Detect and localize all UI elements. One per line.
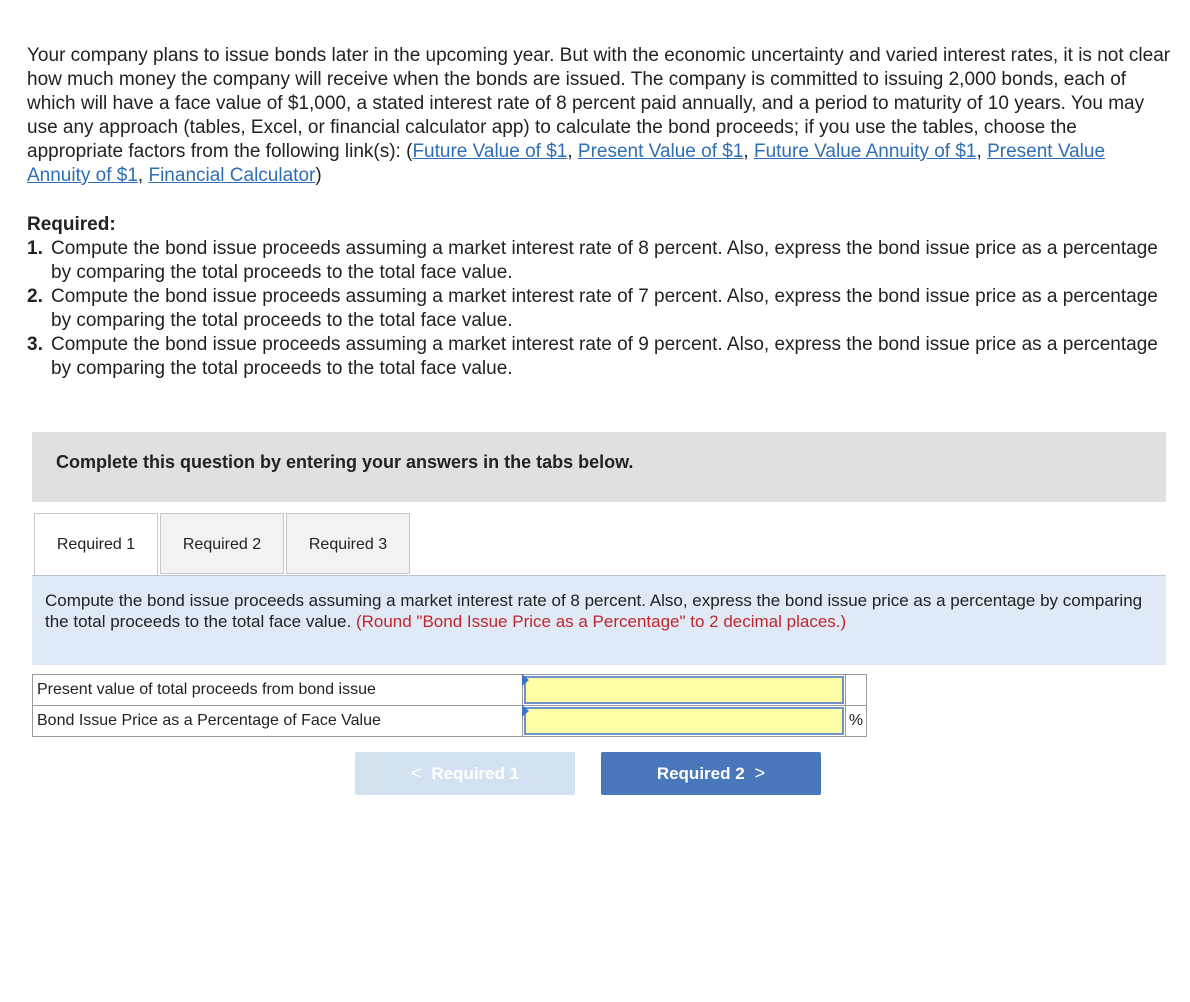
problem-statement: Your company plans to issue bonds later in the upcoming year. But with the economic uncertainty and varied interest rates, it is not clear how much money the company will receive when the bonds are issued. The company is committed to issuing 2,000 bonds, each of which will have a face value of $1,000, a stated interest rate of 8 percent paid annually, and a period to maturity of 10 years. You may use any approach (tables, Excel, or financial calculator app) to calculate the bond proceeds; if you use the tables, choose the appropriate factors from the following link(s): (Future Value of $1, Present Value of $1, Future Value Annuity of $1, Present Value Annuity of $1, Financial Calculator) [27,45,1171,186]
link-present-value-annuity[interactable]: Present Value Annuity of $1 [27,141,1106,186]
percent-unit: % [846,706,867,737]
next-button-label: Required 2 [656,763,745,783]
link-future-value[interactable]: Future Value of $1 [412,141,568,162]
question-panel [32,575,1166,665]
present-value-input[interactable] [524,676,844,704]
tab-required-2[interactable]: Required 2 [160,513,284,574]
instruction-banner [32,432,1166,502]
prev-button[interactable] [355,752,575,795]
issue-price-percentage-input[interactable] [524,707,844,735]
required-item-3: 3. Compute the bond issue proceeds assuming a market interest rate of 9 percent. Also, express the bond issue price as a percentage by comparing the total proceeds to the total face value. [27,334,1158,379]
next-button[interactable] [601,752,821,795]
banner-text: Complete this question by entering your answers in the tabs below. [56,452,634,472]
required-item-2: 2. Compute the bond issue proceeds assuming a market interest rate of 7 percent. Also, express the bond issue price as a percentage by comparing the total proceeds to the total face value. [27,286,1158,331]
input-marker-icon [522,705,529,717]
label-issue-price-percentage: Bond Issue Price as a Percentage of Face Value [33,706,523,737]
input-marker-icon [522,674,529,686]
cell-present-value [523,675,846,706]
answer-table [32,674,867,737]
label-present-value: Present value of total proceeds from bond issue [33,675,523,706]
cell-issue-price-percentage [523,706,846,737]
chevron-left-icon: < [410,763,422,783]
link-future-value-annuity[interactable]: Future Value Annuity of $1 [753,141,977,162]
unit-present-value [846,675,867,706]
question-text: Compute the bond issue proceeds assuming a market interest rate of 8 percent. Also, express the bond issue price as a percentage by comparing the total proceeds to the total face value. (Round "Bond Issue Price as a Percentage" to 2 decimal places.) [45,591,1143,631]
answer-row-proceeds [33,675,867,706]
answer-row-percentage [33,706,867,737]
link-present-value[interactable]: Present Value of $1 [577,141,744,162]
required-item-1: 1. Compute the bond issue proceeds assuming a market interest rate of 8 percent. Also, express the bond issue price as a percentage by comparing the total proceeds to the total face value. [27,238,1158,283]
chevron-right-icon: > [754,763,766,783]
tab-required-3[interactable]: Required 3 [286,513,410,574]
required-title: Required: [27,214,116,235]
rounding-note: (Round "Bond Issue Price as a Percentage" to 2 decimal places.) [355,612,847,631]
link-financial-calculator[interactable]: Financial Calculator [148,165,316,186]
required-section [27,213,1172,381]
prev-button-label: Required 1 [431,763,520,783]
problem-text: Your company plans to issue bonds later in the upcoming year. But with the economic uncertainty and varied interest rates, it is not clear how much money the company will receive when the bonds are issued. The company is committed to issuing 2,000 bonds, each of which will have a face value of $1,000, a stated interest rate of 8 percent paid annually, and a period to maturity of 10 years. You may use any approach (tables, Excel, or financial calculator app) to calculate the bond proceeds; if you use the tables, choose the appropriate factors from the following link(s): ( [27,45,1171,162]
required-list [27,237,1172,381]
tab-required-1[interactable]: Required 1 [34,513,158,576]
